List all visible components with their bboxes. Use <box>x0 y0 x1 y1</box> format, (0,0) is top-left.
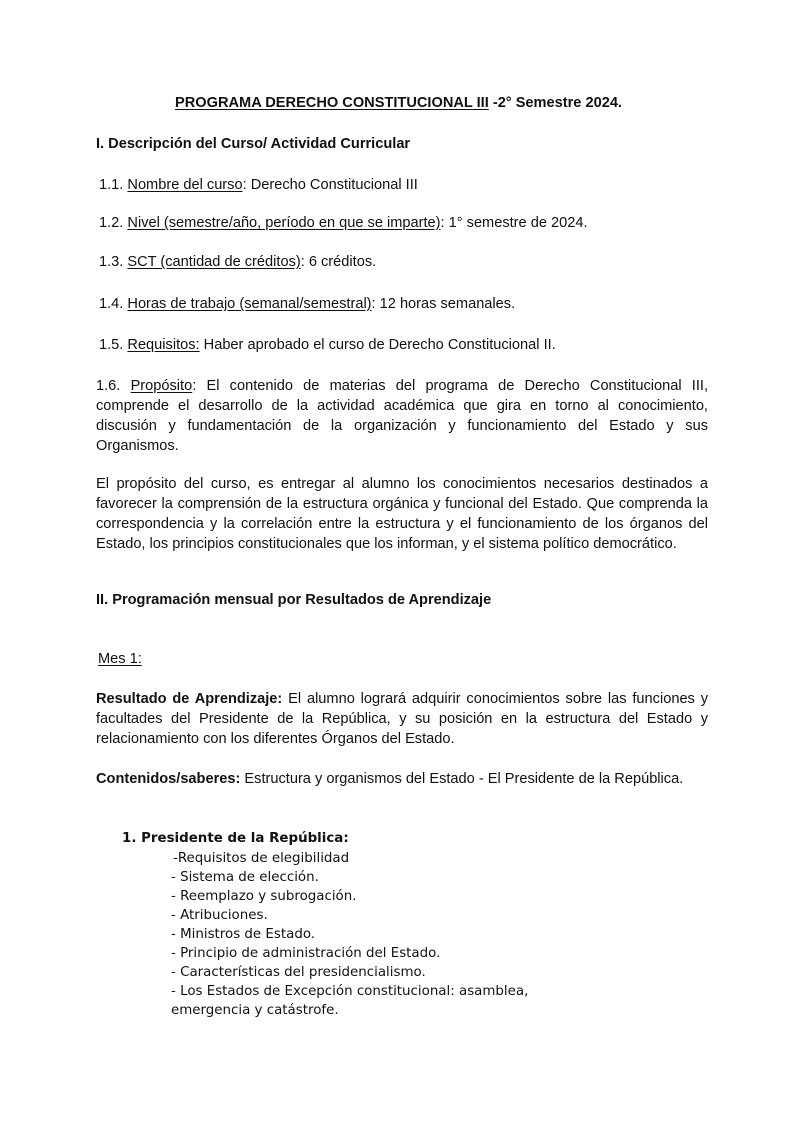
item-1-2 <box>99 215 588 231</box>
item-label: Requisitos: <box>127 337 200 353</box>
list-item: - Los Estados de Excepción constitucional: asamblea, <box>171 984 529 999</box>
title-rest: -2° Semestre 2024. <box>488 95 622 111</box>
list-item: - Ministros de Estado. <box>171 927 316 942</box>
title-main: PROGRAMA DERECHO CONSTITUCIONAL III <box>175 95 489 111</box>
item-1-5 <box>99 337 556 353</box>
item-label: SCT (cantidad de créditos) <box>127 254 301 270</box>
list-item: - Principio de administración del Estado. <box>171 946 441 961</box>
purpose-paragraph: El propósito del curso, es entregar al alumno los conocimientos necesarios destinados a favorecer la comprensión de la estructura orgánica y funcional del Estado. Que comprenda la correspondencia y la correlación entre la estructura y el funcionamiento de los órganos del Estado, los principios constitucionales que los informan, y el sistema político democrático. <box>96 476 708 552</box>
item-value: : 1° semestre de 2024. <box>440 215 588 231</box>
item-number: 1.3. <box>99 254 128 270</box>
section-1-heading: I. Descripción del Curso/ Actividad Curricular <box>96 136 411 152</box>
item-value: : El contenido de materias del programa de Derecho Constitucional III, comprende el desarrollo de la actividad académica que gira en torno al conocimiento, discusión y fundamentación de la organización y funcionamiento del Estado y sus Organismos. <box>96 378 708 454</box>
month-label: Mes 1: <box>98 651 142 667</box>
item-label: Nombre del curso <box>127 177 243 193</box>
item-number: 1.6. <box>96 378 131 394</box>
page-title <box>175 95 622 111</box>
item-value: : 12 horas semanales. <box>371 296 516 312</box>
item-value: Haber aprobado el curso de Derecho Constitucional II. <box>199 337 556 353</box>
item-1-3 <box>99 254 376 270</box>
list-item: - Atribuciones. <box>171 908 268 923</box>
item-label: Horas de trabajo (semanal/semestral) <box>127 296 372 312</box>
learning-outcome-text: El alumno logrará adquirir conocimientos sobre las funciones y facultades del Presidente de la República, y su posición en la estructura del Estado y relacionamiento con los diferentes Órganos del Estado. <box>96 691 708 747</box>
item-1-1 <box>99 177 418 193</box>
contents <box>96 769 708 789</box>
learning-outcome <box>96 689 708 749</box>
item-1-4 <box>99 296 515 312</box>
item-number: 1.4. <box>99 296 128 312</box>
list-item: - Características del presidencialismo. <box>171 965 426 980</box>
item-number: 1.1. <box>99 177 128 193</box>
item-1-6-purpose <box>96 376 708 456</box>
item-label: Propósito <box>130 378 193 394</box>
list-item: - Sistema de elección. <box>171 870 319 885</box>
item-number: 1.2. <box>99 215 128 231</box>
list-item: - Reemplazo y subrogación. <box>171 889 357 904</box>
item-value: : 6 créditos. <box>300 254 377 270</box>
contents-text: Estructura y organismos del Estado - El Presidente de la República. <box>240 771 684 787</box>
learning-outcome-label: Resultado de Aprendizaje: <box>96 691 283 707</box>
contents-label: Contenidos/saberes: <box>96 771 241 787</box>
item-label: Nivel (semestre/año, período en que se imparte) <box>127 215 441 231</box>
list-title: 1. Presidente de la República: <box>122 831 349 846</box>
item-number: 1.5. <box>99 337 128 353</box>
list-item: emergencia y catástrofe. <box>171 1003 339 1018</box>
list-item: -Requisitos de elegibilidad <box>173 851 350 866</box>
item-value: : Derecho Constitucional III <box>242 177 418 193</box>
section-2-heading: II. Programación mensual por Resultados de Aprendizaje <box>96 592 492 608</box>
